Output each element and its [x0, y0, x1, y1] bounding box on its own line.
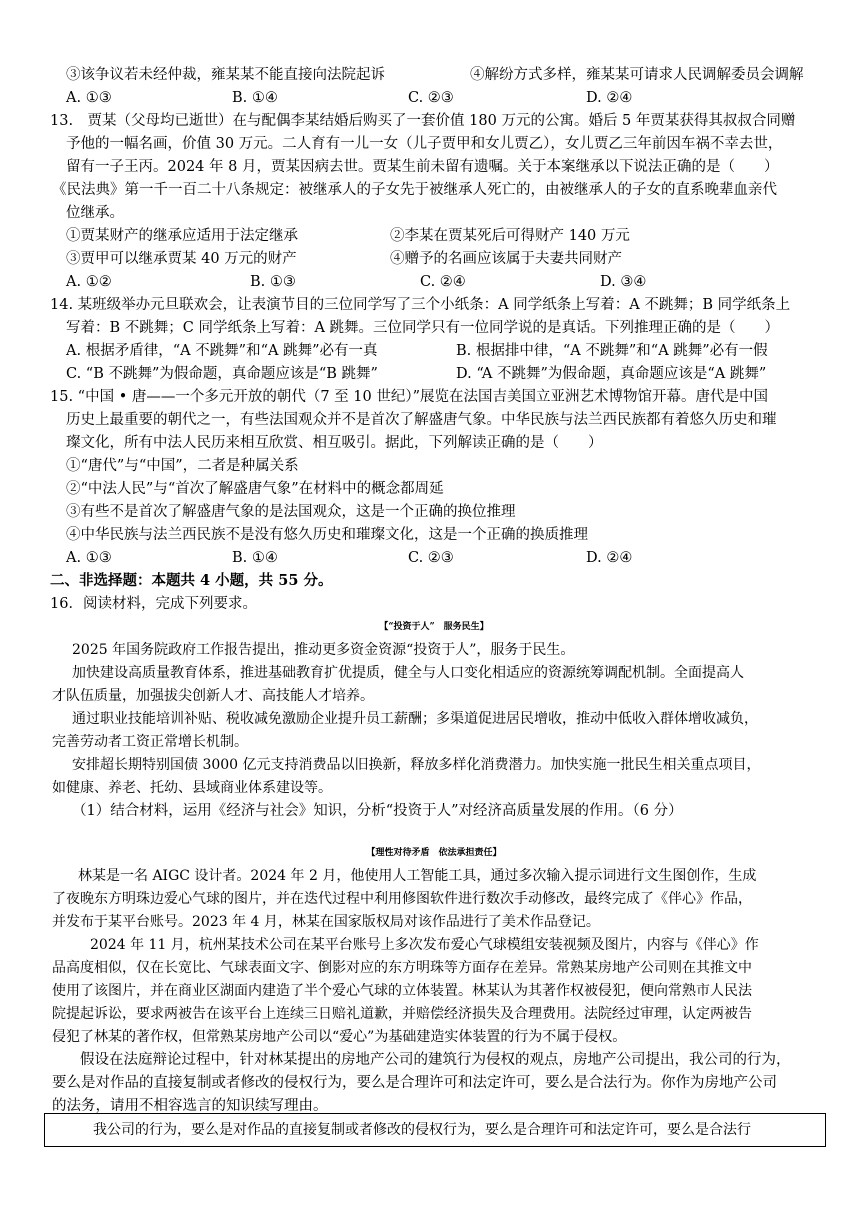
material-2-line: 了夜晚东方明珠边爱心气球的图片，并在迭代过程中利用修图软件进行数次手动修改，最终完成了《伴心》作品， — [52, 891, 752, 907]
q14-stem-line-2: 写着：B 不跳舞；C 同学纸条上写着：A 跳舞。三位同学只有一位同学说的是真话。下列推理正确的是（ ） — [66, 320, 780, 336]
q15-option-c: C. ②③ — [408, 550, 454, 566]
q14-option-c: C. “B 不跳舞”为假命题，真命题应该是“B 跳舞” — [66, 366, 378, 382]
q15-statement-2: ②“中法人民”与“首次了解盛唐气象”在材料中的概念都周延 — [66, 481, 444, 497]
material-1-line: 完善劳动者工资正常增长机制。 — [52, 734, 248, 750]
q13-stem-line-4: 《民法典》第一千一百二十八条规定：被继承人的子女先于被继承人死亡的，由被继承人的子女的直系晚辈血亲代 — [52, 182, 777, 198]
q13-statement-4: ④赠予的名画应该属于夫妻共同财产 — [390, 251, 622, 267]
q14-option-d: D. “A 不跳舞”为假命题，真命题应该是“A 跳舞” — [456, 366, 767, 382]
q16-subquestion-2-line: 的法务，请用不相容选言的知识续写理由。 — [52, 1098, 328, 1114]
material-1-line: 2025 年国务院政府工作报告提出，推动更多资金资源“投资于人”，服务于民生。 — [72, 642, 575, 658]
q13-statement-3: ③贾甲可以继承贾某 40 万元的财产 — [66, 251, 297, 267]
material-2-line: 使用了该图片，并在商业区湖面内建造了半个爱心气球的立体装置。林某认为其著作权被侵犯，便向常熟市人民法 — [52, 983, 752, 999]
q15-option-a: A. ①③ — [66, 550, 112, 566]
material-2-line: 品高度相似，仅在长宽比、气球表面文字、倒影对应的东方明珠等方面存在差异。常熟某房地产公司则在其推文中 — [52, 960, 752, 976]
q12-option-d: D. ②④ — [586, 90, 633, 106]
q15-option-d: D. ②④ — [586, 550, 633, 566]
q13-option-a: A. ①② — [66, 274, 112, 290]
q15-stem-line-2: 历史上最重要的朝代之一，有些法国观众并不是首次了解盛唐气象。中华民族与法兰西民族都有着悠久历史和璀 — [66, 412, 777, 428]
material-1-line: 安排超长期特别国债 3000 亿元支持消费品以旧换新，释放多样化消费潜力。加快实施一批民生相关重点项目， — [72, 757, 761, 773]
q14-option-b: B. 根据排中律，“A 不跳舞”和“A 跳舞”必有一假 — [456, 343, 768, 359]
q13-option-d: D. ③④ — [600, 274, 647, 290]
q12-statement-3: ③该争议若未经仲裁，雍某某不能直接向法院起诉 — [66, 67, 385, 83]
material-1-line: 加快建设高质量教育体系，推进基础教育扩优提质，健全与人口变化相适应的资源统筹调配机制。全面提高人 — [72, 665, 744, 681]
q12-option-b: B. ①④ — [232, 90, 278, 106]
q12-option-a: A. ①③ — [66, 90, 112, 106]
section-heading: 二、非选择题：本题共 4 小题，共 55 分。 — [50, 572, 333, 589]
q13-stem-line-2: 予他的一幅名画，价值 30 万元。二人育有一儿一女（儿子贾甲和女儿贾乙），女儿贾乙三年前因车祸不幸去世， — [66, 136, 783, 152]
q13-statement-1: ①贾某财产的继承应适用于法定继承 — [66, 228, 298, 244]
material-1-title: 【“投资于人” 服务民生】 — [379, 622, 489, 632]
q16-subquestion-2-line: 要么是对作品的直接复制或者修改的侵权行为，要么是合理许可和法定许可，要么是合法行为。你作为房地产公司 — [52, 1075, 777, 1091]
q15-statement-3: ③有些不是首次了解盛唐气象的是法国观众，这是一个正确的换位推理 — [66, 504, 516, 520]
q16-intro: 16．阅读材料，完成下列要求。 — [50, 596, 257, 612]
q13-stem-line-1: 13. 贾某（父母均已逝世）在与配偶李某结婚后购买了一套价值 180 万元的公寓。婚后 5 年贾某获得其叔叔合同赠 — [50, 113, 796, 129]
q15-statement-4: ④中华民族与法兰西民族不是没有悠久历史和璀璨文化，这是一个正确的换质推理 — [66, 527, 588, 543]
material-1-line: 通过职业技能培训补贴、税收减免激励企业提升员工薪酬；多渠道促进居民增收，推动中低收入群体增收减负， — [72, 711, 758, 727]
q15-stem-line-1: 15. “中国 • 唐——一个多元开放的朝代（7 至 10 世纪）”展览在法国吉美国立亚洲艺术博物馆开幕。唐代是中国 — [50, 389, 769, 405]
q16-subquestion-2-line: 假设在法庭辩论过程中，针对林某提出的房地产公司的建筑行为侵权的观点，房地产公司提出，我公司的行为， — [80, 1052, 791, 1068]
material-1-line: 才队伍质量，加强拔尖创新人才、高技能人才培养。 — [52, 688, 374, 704]
q13-stem-line-3: 留有一子王丙。2024 年 8 月，贾某因病去世。贾某生前未留有遗嘱。关于本案继承以下说法正确的是（ ） — [66, 159, 779, 175]
q14-option-a: A. 根据矛盾律，“A 不跳舞”和“A 跳舞”必有一真 — [66, 343, 378, 359]
material-2-line: 并发布于某平台账号。2023 年 4 月，林某在国家版权局对该作品进行了美术作品登记。 — [52, 914, 600, 930]
q13-stem-line-5: 位继承。 — [66, 205, 124, 221]
q12-option-c: C. ②③ — [408, 90, 454, 106]
q16-subquestion-1: （1）结合材料，运用《经济与社会》知识，分析“投资于人”对经济高质量发展的作用。（6 分） — [72, 803, 683, 819]
q15-option-b: B. ①④ — [232, 550, 278, 566]
material-2-line: 院提起诉讼，要求两被告在该平台上连续三日赔礼道歉，并赔偿经济损失及合理费用。法院经过审理，认定两被告 — [52, 1006, 752, 1022]
q14-stem-line-1: 14. 某班级举办元旦联欢会，让表演节目的三位同学写了三个小纸条：A 同学纸条上写着：A 不跳舞；B 同学纸条上 — [50, 297, 791, 313]
q13-option-b: B. ①③ — [250, 274, 296, 290]
q15-stem-line-3: 璨文化，所有中法人民历来相互欣赏、相互吸引。据此，下列解读正确的是（ ） — [66, 435, 603, 451]
material-2-line: 林某是一名 AIGC 设计者。2024 年 2 月，他使用人工智能工具，通过多次输入提示词进行文生图创作，生成 — [78, 868, 757, 884]
material-1-line: 如健康、养老、托幼、县域商业体系建设等。 — [52, 780, 332, 796]
q13-statement-2: ②李某在贾某死后可得财产 140 万元 — [390, 228, 630, 244]
q15-statement-1: ①“唐代”与“中国”，二者是种属关系 — [66, 458, 299, 474]
answer-box — [44, 1113, 826, 1147]
answer-text: 我公司的行为，要么是对作品的直接复制或者修改的侵权行为，要么是合理许可和法定许可，要么是合法行 — [93, 1122, 751, 1138]
material-2-title: 【理性对待矛盾 依法承担责任】 — [366, 848, 502, 858]
q13-option-c: C. ②④ — [420, 274, 466, 290]
material-2-line: 侵犯了林某的著作权，但常熟某房地产公司以“爱心”为基础建造实体装置的行为不属于侵权。 — [52, 1029, 627, 1045]
material-2-line: 2024 年 11 月，杭州某技术公司在某平台账号上多次发布爱心气球模组安装视频及图片，内容与《伴心》作 — [90, 937, 759, 953]
q12-statement-4: ④解纷方式多样，雍某某可请求人民调解委员会调解 — [470, 67, 804, 83]
